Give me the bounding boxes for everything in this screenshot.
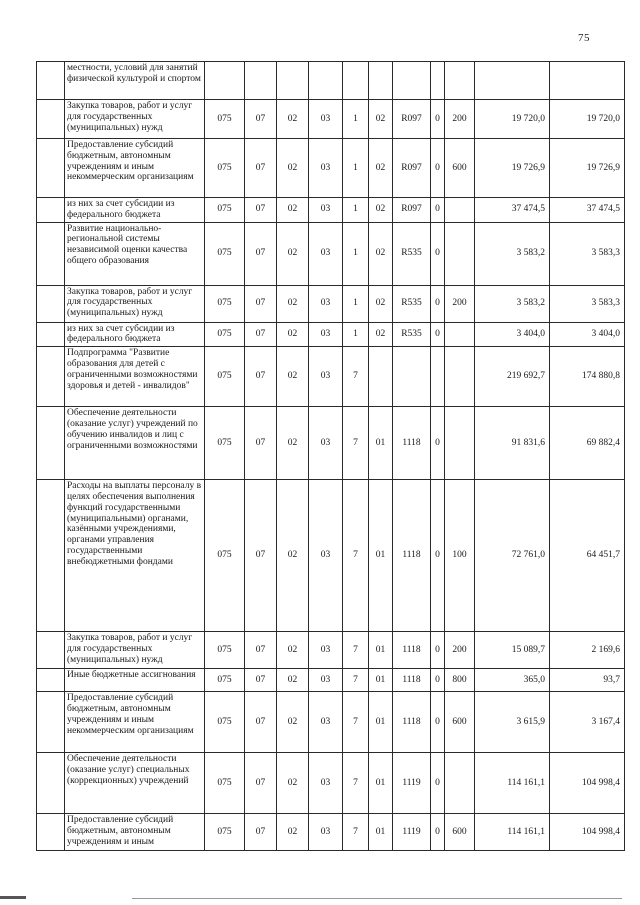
cell-blank xyxy=(37,62,65,100)
cell-blank xyxy=(37,669,65,692)
cell-blank xyxy=(37,632,65,669)
cell-admin: 075 xyxy=(205,198,245,223)
table-row xyxy=(37,692,625,753)
cell-name: Обеспечение деятельности (оказание услуг) учреждений по обучению инвалидов и лиц с ограниченными возможностями xyxy=(65,407,205,480)
cell-main-measure: 01 xyxy=(369,753,393,814)
cell-main-measure: 01 xyxy=(369,814,393,851)
cell-admin: 075 xyxy=(205,692,245,753)
cell-admin xyxy=(205,62,245,100)
table-row xyxy=(37,198,625,223)
cell-suffix: 0 xyxy=(431,322,445,347)
cell-program: 03 xyxy=(309,139,343,198)
cell-sum-year2: 37 474,5 xyxy=(550,198,625,223)
cell-sum-year1: 37 474,5 xyxy=(475,198,550,223)
cell-main-measure: 01 xyxy=(369,407,393,480)
cell-section: 07 xyxy=(245,139,277,198)
cell-sum-year1: 3 615,9 xyxy=(475,692,550,753)
cell-suffix: 0 xyxy=(431,285,445,322)
cell-program: 03 xyxy=(309,753,343,814)
cell-expense-type xyxy=(445,322,475,347)
cell-direction xyxy=(393,347,431,407)
cell-main-measure: 02 xyxy=(369,100,393,139)
cell-main-measure: 01 xyxy=(369,480,393,632)
cell-subprogram: 7 xyxy=(343,632,369,669)
table-row xyxy=(37,814,625,851)
cell-sum-year1: 19 720,0 xyxy=(475,100,550,139)
cell-subsection: 02 xyxy=(277,753,309,814)
cell-program: 03 xyxy=(309,222,343,285)
cell-direction: R097 xyxy=(393,198,431,223)
cell-program: 03 xyxy=(309,285,343,322)
cell-sum-year2: 104 998,4 xyxy=(550,814,625,851)
cell-suffix: 0 xyxy=(431,100,445,139)
cell-subsection: 02 xyxy=(277,285,309,322)
cell-program: 03 xyxy=(309,814,343,851)
cell-blank xyxy=(37,322,65,347)
cell-admin: 075 xyxy=(205,100,245,139)
table-row xyxy=(37,222,625,285)
cell-expense-type xyxy=(445,62,475,100)
cell-section: 07 xyxy=(245,480,277,632)
cell-sum-year1: 91 831,6 xyxy=(475,407,550,480)
cell-expense-type: 200 xyxy=(445,100,475,139)
cell-expense-type xyxy=(445,753,475,814)
cell-sum-year2: 93,7 xyxy=(550,669,625,692)
cell-sum-year2: 104 998,4 xyxy=(550,753,625,814)
cell-section: 07 xyxy=(245,632,277,669)
cell-subprogram: 1 xyxy=(343,222,369,285)
cell-blank xyxy=(37,753,65,814)
cell-main-measure xyxy=(369,62,393,100)
cell-sum-year2: 64 451,7 xyxy=(550,480,625,632)
cell-subprogram: 1 xyxy=(343,100,369,139)
cell-main-measure: 01 xyxy=(369,692,393,753)
table-row xyxy=(37,62,625,100)
cell-direction: 1118 xyxy=(393,407,431,480)
cell-sum-year2: 3 583,3 xyxy=(550,222,625,285)
cell-section: 07 xyxy=(245,814,277,851)
cell-sum-year2: 19 720,0 xyxy=(550,100,625,139)
cell-suffix: 0 xyxy=(431,222,445,285)
cell-expense-type: 600 xyxy=(445,814,475,851)
cell-subprogram: 1 xyxy=(343,198,369,223)
cell-subsection: 02 xyxy=(277,692,309,753)
table-row xyxy=(37,100,625,139)
cell-sum-year1: 72 761,0 xyxy=(475,480,550,632)
cell-suffix xyxy=(431,62,445,100)
page-number: 75 xyxy=(578,32,590,44)
table-row xyxy=(37,669,625,692)
cell-sum-year2: 69 882,4 xyxy=(550,407,625,480)
table-body xyxy=(37,62,625,851)
cell-expense-type: 200 xyxy=(445,632,475,669)
cell-program: 03 xyxy=(309,632,343,669)
cell-sum-year2: 3 583,3 xyxy=(550,285,625,322)
cell-admin: 075 xyxy=(205,285,245,322)
cell-subsection: 02 xyxy=(277,347,309,407)
table-row xyxy=(37,285,625,322)
cell-subprogram: 7 xyxy=(343,407,369,480)
cell-program: 03 xyxy=(309,669,343,692)
cell-program: 03 xyxy=(309,692,343,753)
cell-sum-year2: 3 167,4 xyxy=(550,692,625,753)
cell-direction: 1118 xyxy=(393,632,431,669)
cell-blank xyxy=(37,407,65,480)
table-row xyxy=(37,407,625,480)
cell-direction: R097 xyxy=(393,139,431,198)
cell-name: Закупка товаров, работ и услуг для государственных (муниципальных) нужд xyxy=(65,285,205,322)
cell-expense-type: 200 xyxy=(445,285,475,322)
cell-blank xyxy=(37,480,65,632)
cell-subsection: 02 xyxy=(277,814,309,851)
cell-sum-year1: 114 161,1 xyxy=(475,814,550,851)
cell-name: из них за счет субсидии из федерального бюджета xyxy=(65,198,205,223)
cell-blank xyxy=(37,222,65,285)
cell-name: из них за счет субсидии из федерального бюджета xyxy=(65,322,205,347)
cell-sum-year2: 3 404,0 xyxy=(550,322,625,347)
cell-admin: 075 xyxy=(205,139,245,198)
cell-name: Предоставление субсидий бюджетным, автономным учреждениям и иным некоммерческим организациям xyxy=(65,692,205,753)
table-row xyxy=(37,753,625,814)
cell-main-measure: 01 xyxy=(369,669,393,692)
cell-section: 07 xyxy=(245,669,277,692)
cell-subprogram: 7 xyxy=(343,347,369,407)
cell-section: 07 xyxy=(245,407,277,480)
cell-subprogram: 7 xyxy=(343,814,369,851)
cell-subprogram: 7 xyxy=(343,753,369,814)
cell-blank xyxy=(37,100,65,139)
cell-subsection: 02 xyxy=(277,139,309,198)
cell-admin: 075 xyxy=(205,407,245,480)
cell-name: Закупка товаров, работ и услуг для государственных (муниципальных) нужд xyxy=(65,100,205,139)
cell-sum-year2: 174 880,8 xyxy=(550,347,625,407)
cell-sum-year1: 19 726,9 xyxy=(475,139,550,198)
cell-main-measure xyxy=(369,347,393,407)
cell-direction: 1118 xyxy=(393,480,431,632)
cell-sum-year2: 2 169,6 xyxy=(550,632,625,669)
cell-direction: 1119 xyxy=(393,753,431,814)
cell-name: Обеспечение деятельности (оказание услуг) специальных (коррекционных) учреждений xyxy=(65,753,205,814)
cell-section: 07 xyxy=(245,198,277,223)
cell-name: Подпрограмма "Развитие образования для детей с ограниченными возможностями здоровья и детей - инвалидов" xyxy=(65,347,205,407)
cell-sum-year1: 3 404,0 xyxy=(475,322,550,347)
cell-name: Закупка товаров, работ и услуг для государственных (муниципальных) нужд xyxy=(65,632,205,669)
cell-subprogram: 7 xyxy=(343,669,369,692)
cell-sum-year1: 15 089,7 xyxy=(475,632,550,669)
cell-suffix: 0 xyxy=(431,198,445,223)
cell-main-measure: 02 xyxy=(369,322,393,347)
cell-main-measure: 02 xyxy=(369,222,393,285)
cell-admin: 075 xyxy=(205,753,245,814)
cell-admin: 075 xyxy=(205,347,245,407)
cell-sum-year2 xyxy=(550,62,625,100)
cell-expense-type: 800 xyxy=(445,669,475,692)
cell-section: 07 xyxy=(245,692,277,753)
cell-blank xyxy=(37,692,65,753)
cell-subprogram: 1 xyxy=(343,322,369,347)
cell-admin: 075 xyxy=(205,322,245,347)
cell-suffix: 0 xyxy=(431,480,445,632)
cell-subsection: 02 xyxy=(277,198,309,223)
cell-program: 03 xyxy=(309,480,343,632)
cell-blank xyxy=(37,139,65,198)
cell-section: 07 xyxy=(245,222,277,285)
cell-name: Предоставление субсидий бюджетным, автономным учреждениям и иным xyxy=(65,814,205,851)
cell-subprogram: 7 xyxy=(343,692,369,753)
table-row xyxy=(37,632,625,669)
cell-direction xyxy=(393,62,431,100)
cell-suffix: 0 xyxy=(431,692,445,753)
cell-blank xyxy=(37,285,65,322)
cell-direction: R535 xyxy=(393,285,431,322)
cell-program: 03 xyxy=(309,407,343,480)
cell-main-measure: 02 xyxy=(369,139,393,198)
cell-suffix: 0 xyxy=(431,814,445,851)
cell-section: 07 xyxy=(245,285,277,322)
cell-name: Развитие национально-региональной системы независимой оценки качества общего образования xyxy=(65,222,205,285)
cell-name: местности, условий для занятий физической культурой и спортом xyxy=(65,62,205,100)
cell-expense-type xyxy=(445,222,475,285)
cell-program: 03 xyxy=(309,322,343,347)
cell-main-measure: 02 xyxy=(369,285,393,322)
cell-sum-year1: 3 583,2 xyxy=(475,285,550,322)
cell-subprogram: 1 xyxy=(343,139,369,198)
table-row xyxy=(37,322,625,347)
cell-main-measure: 01 xyxy=(369,632,393,669)
cell-suffix xyxy=(431,347,445,407)
cell-program: 03 xyxy=(309,347,343,407)
cell-blank xyxy=(37,198,65,223)
cell-section: 07 xyxy=(245,347,277,407)
cell-section: 07 xyxy=(245,322,277,347)
cell-suffix: 0 xyxy=(431,407,445,480)
table-row xyxy=(37,480,625,632)
cell-admin: 075 xyxy=(205,814,245,851)
cell-subprogram: 7 xyxy=(343,480,369,632)
cell-subsection: 02 xyxy=(277,322,309,347)
cell-suffix: 0 xyxy=(431,139,445,198)
cell-name: Расходы на выплаты персоналу в целях обеспечения выполнения функций государственными (муниципальными) органами, казёнными учреждениями, органами управления государственными внебюджетными фондами xyxy=(65,480,205,632)
table-row xyxy=(37,347,625,407)
cell-expense-type xyxy=(445,347,475,407)
cell-sum-year1: 114 161,1 xyxy=(475,753,550,814)
table-row xyxy=(37,139,625,198)
cell-sum-year1: 219 692,7 xyxy=(475,347,550,407)
cell-admin: 075 xyxy=(205,222,245,285)
cell-direction: R535 xyxy=(393,322,431,347)
cell-sum-year2: 19 726,9 xyxy=(550,139,625,198)
cell-section: 07 xyxy=(245,100,277,139)
cell-admin: 075 xyxy=(205,669,245,692)
cell-expense-type: 600 xyxy=(445,692,475,753)
cell-sum-year1: 365,0 xyxy=(475,669,550,692)
cell-subsection: 02 xyxy=(277,669,309,692)
cell-program: 03 xyxy=(309,100,343,139)
cell-expense-type: 600 xyxy=(445,139,475,198)
cell-direction: 1119 xyxy=(393,814,431,851)
cell-subsection: 02 xyxy=(277,222,309,285)
cell-sum-year1: 3 583,2 xyxy=(475,222,550,285)
cell-subsection: 02 xyxy=(277,632,309,669)
cell-program xyxy=(309,62,343,100)
scan-mark xyxy=(0,896,26,899)
cell-program: 03 xyxy=(309,198,343,223)
cell-name: Иные бюджетные ассигнования xyxy=(65,669,205,692)
cell-expense-type xyxy=(445,407,475,480)
cell-direction: R535 xyxy=(393,222,431,285)
cell-direction: R097 xyxy=(393,100,431,139)
cell-section xyxy=(245,62,277,100)
cell-expense-type xyxy=(445,198,475,223)
cell-blank xyxy=(37,814,65,851)
cell-main-measure: 02 xyxy=(369,198,393,223)
cell-subsection: 02 xyxy=(277,480,309,632)
cell-section: 07 xyxy=(245,753,277,814)
cell-suffix: 0 xyxy=(431,753,445,814)
scan-mark xyxy=(132,898,622,899)
cell-subsection xyxy=(277,62,309,100)
cell-expense-type: 100 xyxy=(445,480,475,632)
cell-suffix: 0 xyxy=(431,669,445,692)
cell-admin: 075 xyxy=(205,632,245,669)
cell-subsection: 02 xyxy=(277,407,309,480)
cell-admin: 075 xyxy=(205,480,245,632)
cell-subprogram: 1 xyxy=(343,285,369,322)
cell-subprogram xyxy=(343,62,369,100)
cell-sum-year1 xyxy=(475,62,550,100)
budget-table xyxy=(36,61,625,851)
cell-direction: 1118 xyxy=(393,669,431,692)
cell-subsection: 02 xyxy=(277,100,309,139)
cell-blank xyxy=(37,347,65,407)
cell-direction: 1118 xyxy=(393,692,431,753)
cell-name: Предоставление субсидий бюджетным, автономным учреждениям и иным некоммерческим организациям xyxy=(65,139,205,198)
cell-suffix: 0 xyxy=(431,632,445,669)
